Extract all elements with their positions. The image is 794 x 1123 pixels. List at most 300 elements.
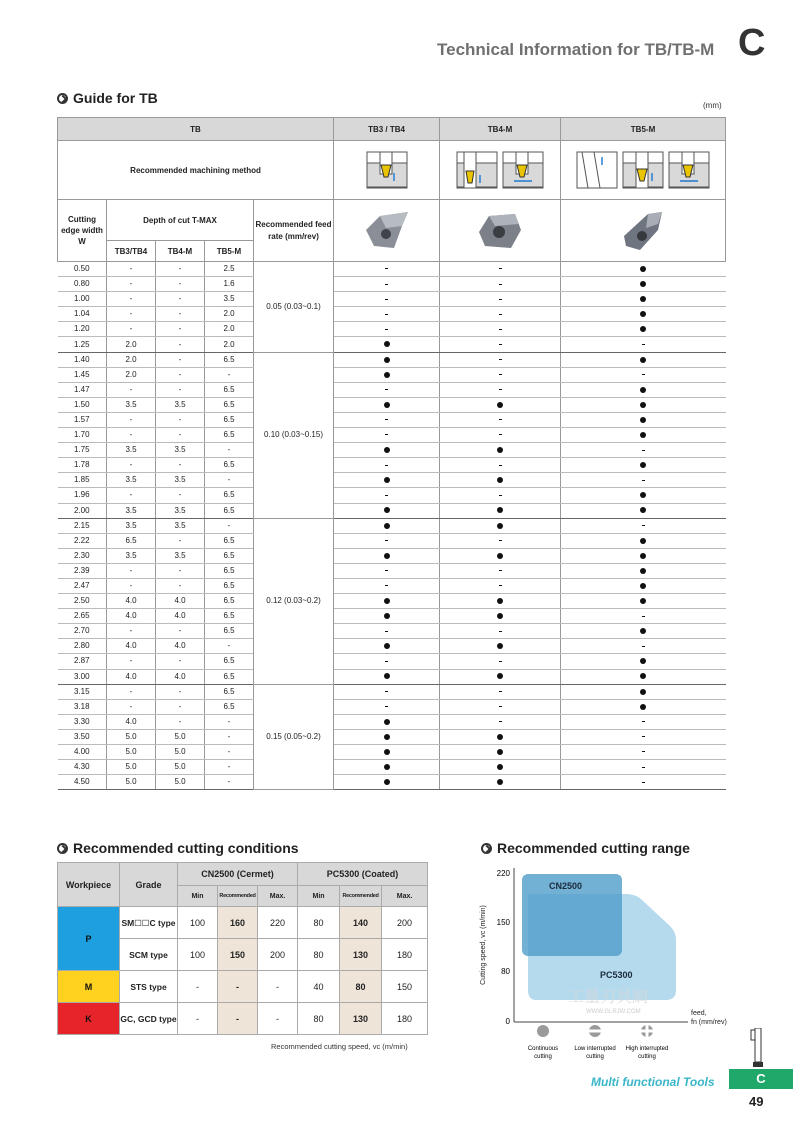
not-applicable-dash-icon [385,299,388,300]
feed-rate-cell: 0.05 (0.03~0.1) [254,262,334,353]
depth-cell: 5.0 [107,760,156,775]
recommended-dot-icon [384,523,390,529]
insert-tb4m-icon [475,208,525,252]
condition-row [58,907,428,939]
grade-cell: SM☐☐C type [120,907,178,939]
suitability-cell [334,714,440,729]
tick-220: 220 [496,869,510,878]
feed-rate-cell: 0.10 (0.03~0.15) [254,352,334,518]
depth-cell: - [107,322,156,337]
conditions-note: Recommended cutting speed, vc (m/min) [271,1042,408,1051]
not-applicable-dash-icon [642,767,645,768]
depth-cell: 1.6 [205,277,254,292]
sub-recommended: Recommended [340,886,382,907]
speed-recommended-cell: 150 [218,939,258,971]
suitability-cell [334,518,440,533]
recommended-dot-icon [384,764,390,770]
section-arrow-icon [481,843,492,854]
suitability-cell [334,367,440,382]
depth-cell: 5.0 [156,729,205,744]
suitability-cell [561,624,726,639]
recommended-dot-icon [384,613,390,619]
depth-cell: - [205,714,254,729]
recommended-dot-icon [640,462,646,468]
width-cell: 3.18 [58,699,107,714]
suitability-cell [561,594,726,609]
suitability-cell [561,654,726,669]
feed-rate-cell: 0.15 (0.05~0.2) [254,684,334,790]
width-cell: 4.50 [58,775,107,790]
machining-schematic-icon [668,151,710,189]
depth-cell: 3.5 [107,397,156,412]
depth-cell: - [107,684,156,699]
suitability-cell [334,578,440,593]
chapter-letter: C [738,22,766,64]
not-applicable-dash-icon [499,661,502,662]
suitability-cell [440,594,561,609]
recommended-dot-icon [497,477,503,483]
recommended-dot-icon [497,402,503,408]
condition-row [58,1003,428,1035]
suitability-cell [334,292,440,307]
section-arrow-icon [57,843,68,854]
not-applicable-dash-icon [499,631,502,632]
suitability-cell [334,729,440,744]
recommended-dot-icon [640,507,646,513]
recommended-dot-icon [640,492,646,498]
grade-cell: STS type [120,971,178,1003]
table-row [58,458,726,473]
recommended-dot-icon [640,266,646,272]
depth-cell: 4.0 [107,639,156,654]
suitability-cell [561,563,726,578]
suitability-cell [561,307,726,322]
width-cell: 2.70 [58,624,107,639]
suitability-cell [440,760,561,775]
depth-cell: 3.5 [107,473,156,488]
depth-cell: 6.5 [205,458,254,473]
suitability-cell [334,458,440,473]
insert-tb3-icon [362,208,412,252]
depth-cell: - [156,699,205,714]
recommended-dot-icon [640,568,646,574]
suitability-cell [334,699,440,714]
suitability-cell [334,428,440,443]
depth-cell: 2.0 [205,337,254,352]
depth-cell: 3.5 [156,473,205,488]
depth-cell: 6.5 [205,382,254,397]
width-cell: 2.65 [58,609,107,624]
recommended-dot-icon [384,719,390,725]
depth-cell: 4.0 [156,669,205,684]
recommended-dot-icon [497,764,503,770]
suitability-cell [334,322,440,337]
suitability-cell [334,277,440,292]
depth-cell: - [107,428,156,443]
table-row [58,428,726,443]
width-cell: 2.87 [58,654,107,669]
recommended-dot-icon [384,643,390,649]
width-cell: 2.22 [58,533,107,548]
unit-label: (mm) [703,101,722,110]
recommended-dot-icon [640,583,646,589]
suitability-cell [334,262,440,277]
not-applicable-dash-icon [642,525,645,526]
speed-max-cell: 180 [382,939,428,971]
speed-min-cell: 80 [298,1003,340,1035]
suitability-cell [334,352,440,367]
not-applicable-dash-icon [642,646,645,647]
depth-cell: 6.5 [205,503,254,518]
workpiece-cell: P [58,907,120,971]
width-cell: 1.75 [58,443,107,458]
method-diagram-tb4m [440,141,561,200]
not-applicable-dash-icon [385,631,388,632]
speed-min-cell: - [178,971,218,1003]
depth-cell: - [107,382,156,397]
suitability-cell [334,624,440,639]
table-row [58,669,726,684]
width-cell: 2.50 [58,594,107,609]
workpiece-cell: K [58,1003,120,1035]
not-applicable-dash-icon [642,374,645,375]
depth-cell: 5.0 [107,775,156,790]
suitability-cell [334,548,440,563]
legend-low-1: Low interrupted [574,1046,616,1052]
depth-header: Depth of cut T-MAX [107,200,254,241]
depth-cell: 6.5 [205,412,254,427]
machining-schematic-icon [502,151,544,189]
table-row [58,699,726,714]
suitability-cell [440,262,561,277]
suitability-cell [440,473,561,488]
recommended-dot-icon [640,432,646,438]
depth-cell: 2.0 [107,337,156,352]
suitability-cell [440,669,561,684]
recommended-dot-icon [640,417,646,423]
width-cell: 1.96 [58,488,107,503]
depth-cell: - [205,745,254,760]
width-cell: 1.25 [58,337,107,352]
section-arrow-icon [57,93,68,104]
depth-cell: - [156,307,205,322]
depth-cell: - [156,382,205,397]
depth-cell: 4.0 [107,669,156,684]
speed-max-cell: 200 [382,907,428,939]
suitability-cell [440,458,561,473]
width-cell: 3.15 [58,684,107,699]
recommended-dot-icon [497,779,503,785]
suitability-cell [561,458,726,473]
header-title: Technical Information for TB/TB-M [437,40,715,59]
range-title-text: Recommended cutting range [497,840,690,856]
not-applicable-dash-icon [642,736,645,737]
depth-cell: 4.0 [107,594,156,609]
speed-min-cell: - [178,1003,218,1035]
not-applicable-dash-icon [385,465,388,466]
not-applicable-dash-icon [499,585,502,586]
recommended-dot-icon [497,523,503,529]
suitability-cell [561,669,726,684]
table-row [58,473,726,488]
depth-cell: - [205,775,254,790]
depth-cell: 6.5 [205,578,254,593]
depth-cell: - [107,292,156,307]
depth-cell: - [156,714,205,729]
not-applicable-dash-icon [499,570,502,571]
suitability-cell [440,277,561,292]
sub-min: Min [178,886,218,907]
method-diagram-tb5m [561,141,726,200]
depth-cell: - [107,262,156,277]
suitability-cell [334,533,440,548]
recommended-dot-icon [384,357,390,363]
suitability-cell [440,699,561,714]
conditions-title-text: Recommended cutting conditions [73,840,299,856]
speed-recommended-cell: 130 [340,1003,382,1035]
low-interrupted-icon [589,1025,601,1037]
depth-cell: - [107,563,156,578]
tick-0: 0 [505,1017,510,1026]
table-row [58,654,726,669]
suitability-cell [440,322,561,337]
recommended-dot-icon [640,357,646,363]
depth-cell: - [156,654,205,669]
depth-cell: 3.5 [107,548,156,563]
not-applicable-dash-icon [499,284,502,285]
depth-cell: 5.0 [107,729,156,744]
guide-table-body [58,262,726,790]
grade-b-header: PC5300 (Coated) [298,863,428,886]
not-applicable-dash-icon [385,585,388,586]
depth-cell: 6.5 [205,563,254,578]
table-row [58,533,726,548]
table-row [58,262,726,277]
speed-recommended-cell: 140 [340,907,382,939]
footer-section-name: Multi functional Tools [591,1075,715,1089]
width-cell: 1.04 [58,307,107,322]
grade-cell: GC, GCD type [120,1003,178,1035]
suitability-cell [334,488,440,503]
suitability-cell [334,443,440,458]
not-applicable-dash-icon [385,329,388,330]
not-applicable-dash-icon [385,495,388,496]
suitability-cell [440,488,561,503]
depth-cell: 2.5 [205,262,254,277]
suitability-cell [334,412,440,427]
speed-recommended-cell: 160 [218,907,258,939]
conditions-table [57,862,428,1035]
suitability-cell [561,503,726,518]
suitability-cell [440,609,561,624]
suitability-cell [440,337,561,352]
suitability-cell [561,578,726,593]
sub-recommended: Recommended [218,886,258,907]
depth-cell: - [156,563,205,578]
not-applicable-dash-icon [385,691,388,692]
speed-max-cell: - [258,971,298,1003]
sub-min: Min [298,886,340,907]
not-applicable-dash-icon [385,661,388,662]
depth-cell: 3.5 [156,397,205,412]
depth-cell: 5.0 [107,745,156,760]
suitability-cell [440,397,561,412]
suitability-cell [561,367,726,382]
method-diagram-tb3 [334,141,440,200]
depth-cell: - [107,458,156,473]
width-header: Cutting edge width W [58,200,107,262]
speed-max-cell: - [258,1003,298,1035]
not-applicable-dash-icon [642,721,645,722]
depth-cell: 6.5 [205,352,254,367]
table-row [58,277,726,292]
suitability-cell [561,745,726,760]
recommended-dot-icon [384,673,390,679]
recommended-dot-icon [384,341,390,347]
insert-image-tb3 [334,200,440,262]
suitability-cell [440,443,561,458]
recommended-dot-icon [497,749,503,755]
suitability-cell [334,609,440,624]
speed-recommended-cell: 80 [340,971,382,1003]
table-row [58,367,726,382]
width-cell: 1.50 [58,397,107,412]
width-cell: 1.85 [58,473,107,488]
suitability-cell [561,729,726,744]
depth-cell: 5.0 [156,745,205,760]
suitability-cell [440,563,561,578]
not-applicable-dash-icon [385,314,388,315]
width-cell: 1.57 [58,412,107,427]
recommended-dot-icon [640,673,646,679]
depth-cell: - [156,412,205,427]
speed-min-cell: 40 [298,971,340,1003]
suitability-cell [334,397,440,412]
depth-cell: 4.0 [107,609,156,624]
suitability-cell [561,337,726,352]
watermark-url: WWW.GLRJW.COM [586,1009,641,1015]
depth-cell: 6.5 [205,488,254,503]
not-applicable-dash-icon [385,268,388,269]
recommended-dot-icon [384,402,390,408]
not-applicable-dash-icon [385,419,388,420]
legend-continuous-1: Continuous [527,1046,559,1052]
grade-a-header: CN2500 (Cermet) [178,863,298,886]
depth-cell: 2.0 [205,307,254,322]
width-cell: 0.80 [58,277,107,292]
table-row [58,760,726,775]
suitability-cell [334,760,440,775]
pc5300-label: PC5300 [600,970,633,980]
workpiece-header: Workpiece [58,863,120,907]
table-row [58,684,726,699]
depth-cell: 4.0 [156,594,205,609]
depth-cell: 6.5 [205,533,254,548]
suitability-cell [440,412,561,427]
cutting-range-chart [476,860,746,1070]
recommended-dot-icon [384,372,390,378]
table-row [58,639,726,654]
speed-max-cell: 200 [258,939,298,971]
suitability-cell [561,382,726,397]
suitability-cell [561,639,726,654]
suitability-cell [440,775,561,790]
watermark-text: 工量刃具網 [568,989,649,1006]
depth-cell: - [107,307,156,322]
suitability-cell [334,307,440,322]
width-cell: 2.39 [58,563,107,578]
suitability-cell [334,382,440,397]
depth-cell: - [205,367,254,382]
method-label: Recommended machining method [58,141,334,200]
depth-cell: - [107,699,156,714]
depth-cell: - [205,760,254,775]
table-row [58,352,726,367]
depth-cell: - [156,367,205,382]
depth-cell: 3.5 [107,443,156,458]
depth-cell: 6.5 [205,684,254,699]
grade-cell: SCM type [120,939,178,971]
not-applicable-dash-icon [499,540,502,541]
depth-cell: 3.5 [156,548,205,563]
suitability-cell [561,352,726,367]
not-applicable-dash-icon [642,616,645,617]
not-applicable-dash-icon [385,540,388,541]
table-row [58,307,726,322]
recommended-dot-icon [640,311,646,317]
recommended-dot-icon [640,326,646,332]
depth-cell: - [156,352,205,367]
depth-cell: 5.0 [156,760,205,775]
depth-cell: 3.5 [205,292,254,307]
width-cell: 2.15 [58,518,107,533]
depth-cell: 6.5 [205,669,254,684]
suitability-cell [561,412,726,427]
condition-row [58,971,428,1003]
recommended-dot-icon [384,779,390,785]
not-applicable-dash-icon [385,706,388,707]
suitability-cell [561,443,726,458]
suitability-cell [561,518,726,533]
suitability-cell [440,518,561,533]
tick-80: 80 [501,967,510,976]
recommended-dot-icon [384,749,390,755]
suitability-cell [334,684,440,699]
recommended-dot-icon [640,281,646,287]
recommended-dot-icon [384,734,390,740]
width-cell: 3.30 [58,714,107,729]
depth-cell: - [107,412,156,427]
width-cell: 1.70 [58,428,107,443]
depth-cell: 6.5 [205,699,254,714]
suitability-cell [561,714,726,729]
grade-header: Grade [120,863,178,907]
width-cell: 4.00 [58,745,107,760]
not-applicable-dash-icon [499,419,502,420]
depth-cell: - [156,488,205,503]
width-cell: 2.30 [58,548,107,563]
suitability-cell [440,639,561,654]
suitability-cell [561,292,726,307]
table-row [58,412,726,427]
recommended-dot-icon [640,402,646,408]
suitability-cell [561,277,726,292]
depth-cell: - [156,578,205,593]
guide-table [57,117,726,790]
not-applicable-dash-icon [499,434,502,435]
header-tb4m: TB4-M [440,118,561,141]
grooving-tool-icon [750,1028,766,1068]
